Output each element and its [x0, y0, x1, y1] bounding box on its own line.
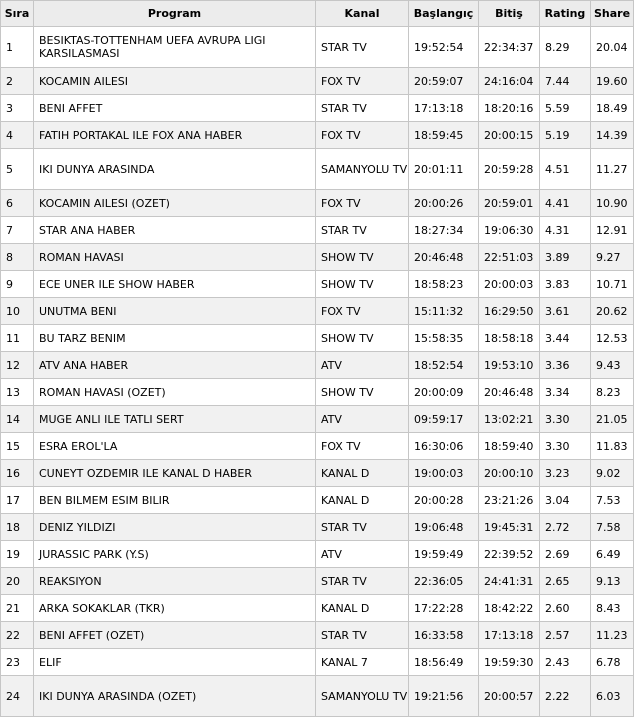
table-row [1, 460, 634, 487]
cell-start: 18:56:49 [409, 649, 479, 676]
cell-rank: 17 [1, 487, 34, 514]
cell-start: 19:00:03 [409, 460, 479, 487]
cell-rank: 24 [1, 676, 34, 717]
cell-rating: 2.57 [540, 622, 591, 649]
header-end: Bitiş [479, 1, 540, 27]
cell-channel: SHOW TV [316, 244, 409, 271]
cell-start: 19:06:48 [409, 514, 479, 541]
cell-program: ROMAN HAVASI (OZET) [34, 379, 316, 406]
table-row [1, 68, 634, 95]
cell-share: 8.23 [591, 379, 634, 406]
cell-rating: 4.41 [540, 190, 591, 217]
cell-end: 18:42:22 [479, 595, 540, 622]
cell-share: 9.02 [591, 460, 634, 487]
cell-rank: 4 [1, 122, 34, 149]
cell-end: 20:59:01 [479, 190, 540, 217]
cell-end: 18:59:40 [479, 433, 540, 460]
header-channel: Kanal [316, 1, 409, 27]
cell-rating: 8.29 [540, 27, 591, 68]
cell-rating: 3.30 [540, 433, 591, 460]
cell-program: MUGE ANLI ILE TATLI SERT [34, 406, 316, 433]
cell-start: 09:59:17 [409, 406, 479, 433]
table-row [1, 379, 634, 406]
cell-channel: ATV [316, 541, 409, 568]
cell-program: ECE UNER ILE SHOW HABER [34, 271, 316, 298]
cell-rating: 2.60 [540, 595, 591, 622]
cell-share: 20.62 [591, 298, 634, 325]
cell-channel: FOX TV [316, 122, 409, 149]
table-row [1, 406, 634, 433]
cell-end: 20:00:57 [479, 676, 540, 717]
cell-start: 19:59:49 [409, 541, 479, 568]
cell-program: ELIF [34, 649, 316, 676]
table-row [1, 541, 634, 568]
cell-share: 6.49 [591, 541, 634, 568]
cell-start: 18:27:34 [409, 217, 479, 244]
cell-program: ARKA SOKAKLAR (TKR) [34, 595, 316, 622]
cell-rank: 1 [1, 27, 34, 68]
table-row [1, 487, 634, 514]
cell-program: REAKSIYON [34, 568, 316, 595]
header-share: Share [591, 1, 634, 27]
cell-rank: 2 [1, 68, 34, 95]
cell-channel: KANAL 7 [316, 649, 409, 676]
cell-program: KOCAMIN AILESI [34, 68, 316, 95]
cell-channel: KANAL D [316, 487, 409, 514]
cell-start: 18:59:45 [409, 122, 479, 149]
cell-program: FATIH PORTAKAL ILE FOX ANA HABER [34, 122, 316, 149]
cell-share: 12.53 [591, 325, 634, 352]
cell-share: 10.71 [591, 271, 634, 298]
table-body [1, 27, 634, 717]
cell-rating: 2.69 [540, 541, 591, 568]
cell-program: BENI AFFET (OZET) [34, 622, 316, 649]
cell-end: 20:00:10 [479, 460, 540, 487]
cell-end: 19:45:31 [479, 514, 540, 541]
cell-rank: 21 [1, 595, 34, 622]
cell-start: 17:22:28 [409, 595, 479, 622]
cell-start: 18:58:23 [409, 271, 479, 298]
cell-rank: 8 [1, 244, 34, 271]
cell-end: 16:29:50 [479, 298, 540, 325]
cell-rank: 14 [1, 406, 34, 433]
cell-rating: 3.23 [540, 460, 591, 487]
cell-program: BEN BILMEM ESIM BILIR [34, 487, 316, 514]
cell-end: 18:58:18 [479, 325, 540, 352]
cell-share: 9.13 [591, 568, 634, 595]
table-row [1, 122, 634, 149]
cell-end: 19:06:30 [479, 217, 540, 244]
cell-start: 20:01:11 [409, 149, 479, 190]
cell-program: JURASSIC PARK (Y.S) [34, 541, 316, 568]
table-row [1, 568, 634, 595]
cell-channel: FOX TV [316, 433, 409, 460]
header-row [1, 1, 634, 27]
cell-share: 20.04 [591, 27, 634, 68]
cell-program: IKI DUNYA ARASINDA [34, 149, 316, 190]
cell-rating: 3.04 [540, 487, 591, 514]
table-row [1, 217, 634, 244]
cell-end: 24:16:04 [479, 68, 540, 95]
cell-program: IKI DUNYA ARASINDA (OZET) [34, 676, 316, 717]
cell-channel: KANAL D [316, 595, 409, 622]
cell-share: 6.78 [591, 649, 634, 676]
cell-share: 14.39 [591, 122, 634, 149]
table-row [1, 95, 634, 122]
cell-start: 22:36:05 [409, 568, 479, 595]
cell-rank: 10 [1, 298, 34, 325]
cell-share: 12.91 [591, 217, 634, 244]
cell-share: 18.49 [591, 95, 634, 122]
cell-rank: 13 [1, 379, 34, 406]
cell-rank: 15 [1, 433, 34, 460]
table-row [1, 27, 634, 68]
cell-channel: STAR TV [316, 27, 409, 68]
cell-rank: 5 [1, 149, 34, 190]
cell-rating: 2.22 [540, 676, 591, 717]
cell-program: BESIKTAS-TOTTENHAM UEFA AVRUPA LIGI KARSILASMASI [34, 27, 316, 68]
table-row [1, 595, 634, 622]
cell-start: 16:33:58 [409, 622, 479, 649]
cell-end: 13:02:21 [479, 406, 540, 433]
cell-rating: 4.31 [540, 217, 591, 244]
cell-rating: 3.89 [540, 244, 591, 271]
table-row [1, 244, 634, 271]
cell-rank: 11 [1, 325, 34, 352]
cell-end: 18:20:16 [479, 95, 540, 122]
cell-end: 24:41:31 [479, 568, 540, 595]
table-row [1, 514, 634, 541]
cell-share: 11.23 [591, 622, 634, 649]
cell-end: 22:39:52 [479, 541, 540, 568]
table-row [1, 298, 634, 325]
table-row [1, 352, 634, 379]
cell-start: 18:52:54 [409, 352, 479, 379]
cell-rank: 6 [1, 190, 34, 217]
cell-start: 15:58:35 [409, 325, 479, 352]
table-row [1, 325, 634, 352]
cell-rank: 7 [1, 217, 34, 244]
cell-channel: FOX TV [316, 298, 409, 325]
cell-rank: 16 [1, 460, 34, 487]
cell-share: 9.27 [591, 244, 634, 271]
cell-rating: 2.43 [540, 649, 591, 676]
cell-end: 22:34:37 [479, 27, 540, 68]
cell-rank: 9 [1, 271, 34, 298]
cell-rank: 12 [1, 352, 34, 379]
cell-rank: 3 [1, 95, 34, 122]
table-row [1, 433, 634, 460]
cell-start: 19:52:54 [409, 27, 479, 68]
cell-channel: SHOW TV [316, 271, 409, 298]
cell-rating: 2.72 [540, 514, 591, 541]
cell-channel: ATV [316, 406, 409, 433]
cell-program: BU TARZ BENIM [34, 325, 316, 352]
table-row [1, 676, 634, 717]
cell-program: BENI AFFET [34, 95, 316, 122]
cell-start: 20:00:28 [409, 487, 479, 514]
cell-rank: 18 [1, 514, 34, 541]
cell-end: 22:51:03 [479, 244, 540, 271]
cell-share: 6.03 [591, 676, 634, 717]
cell-start: 20:00:26 [409, 190, 479, 217]
cell-start: 20:59:07 [409, 68, 479, 95]
cell-program: ATV ANA HABER [34, 352, 316, 379]
table-row [1, 149, 634, 190]
header-program: Program [34, 1, 316, 27]
cell-start: 17:13:18 [409, 95, 479, 122]
cell-rank: 19 [1, 541, 34, 568]
cell-start: 16:30:06 [409, 433, 479, 460]
cell-rank: 20 [1, 568, 34, 595]
cell-program: UNUTMA BENI [34, 298, 316, 325]
cell-program: ROMAN HAVASI [34, 244, 316, 271]
cell-share: 10.90 [591, 190, 634, 217]
cell-channel: STAR TV [316, 622, 409, 649]
cell-rating: 3.34 [540, 379, 591, 406]
cell-share: 8.43 [591, 595, 634, 622]
cell-rating: 5.59 [540, 95, 591, 122]
table-row [1, 649, 634, 676]
header-rank: Sıra [1, 1, 34, 27]
cell-start: 15:11:32 [409, 298, 479, 325]
cell-end: 20:00:03 [479, 271, 540, 298]
table-row [1, 271, 634, 298]
cell-rating: 5.19 [540, 122, 591, 149]
header-start: Başlangıç [409, 1, 479, 27]
cell-rating: 3.44 [540, 325, 591, 352]
cell-channel: ATV [316, 352, 409, 379]
cell-share: 7.58 [591, 514, 634, 541]
cell-rating: 3.61 [540, 298, 591, 325]
cell-channel: FOX TV [316, 68, 409, 95]
cell-rating: 2.65 [540, 568, 591, 595]
cell-end: 20:59:28 [479, 149, 540, 190]
cell-rating: 3.36 [540, 352, 591, 379]
cell-end: 20:00:15 [479, 122, 540, 149]
cell-channel: SAMANYOLU TV [316, 149, 409, 190]
cell-program: STAR ANA HABER [34, 217, 316, 244]
cell-end: 20:46:48 [479, 379, 540, 406]
cell-share: 21.05 [591, 406, 634, 433]
table-row [1, 190, 634, 217]
cell-end: 23:21:26 [479, 487, 540, 514]
cell-start: 20:46:48 [409, 244, 479, 271]
cell-rating: 3.83 [540, 271, 591, 298]
table-header [1, 1, 634, 27]
cell-share: 11.83 [591, 433, 634, 460]
cell-channel: STAR TV [316, 514, 409, 541]
cell-end: 17:13:18 [479, 622, 540, 649]
cell-start: 20:00:09 [409, 379, 479, 406]
cell-share: 9.43 [591, 352, 634, 379]
cell-start: 19:21:56 [409, 676, 479, 717]
cell-channel: FOX TV [316, 190, 409, 217]
cell-program: ESRA EROL'LA [34, 433, 316, 460]
cell-channel: STAR TV [316, 568, 409, 595]
cell-program: KOCAMIN AILESI (OZET) [34, 190, 316, 217]
cell-program: CUNEYT OZDEMIR ILE KANAL D HABER [34, 460, 316, 487]
header-rating: Rating [540, 1, 591, 27]
cell-rank: 22 [1, 622, 34, 649]
cell-rank: 23 [1, 649, 34, 676]
cell-channel: SHOW TV [316, 325, 409, 352]
cell-share: 19.60 [591, 68, 634, 95]
table-row [1, 622, 634, 649]
cell-end: 19:59:30 [479, 649, 540, 676]
cell-rating: 4.51 [540, 149, 591, 190]
cell-share: 7.53 [591, 487, 634, 514]
cell-rating: 3.30 [540, 406, 591, 433]
cell-channel: SHOW TV [316, 379, 409, 406]
cell-rating: 7.44 [540, 68, 591, 95]
cell-share: 11.27 [591, 149, 634, 190]
cell-program: DENIZ YILDIZI [34, 514, 316, 541]
cell-channel: STAR TV [316, 95, 409, 122]
cell-channel: STAR TV [316, 217, 409, 244]
cell-channel: KANAL D [316, 460, 409, 487]
cell-end: 19:53:10 [479, 352, 540, 379]
cell-channel: SAMANYOLU TV [316, 676, 409, 717]
